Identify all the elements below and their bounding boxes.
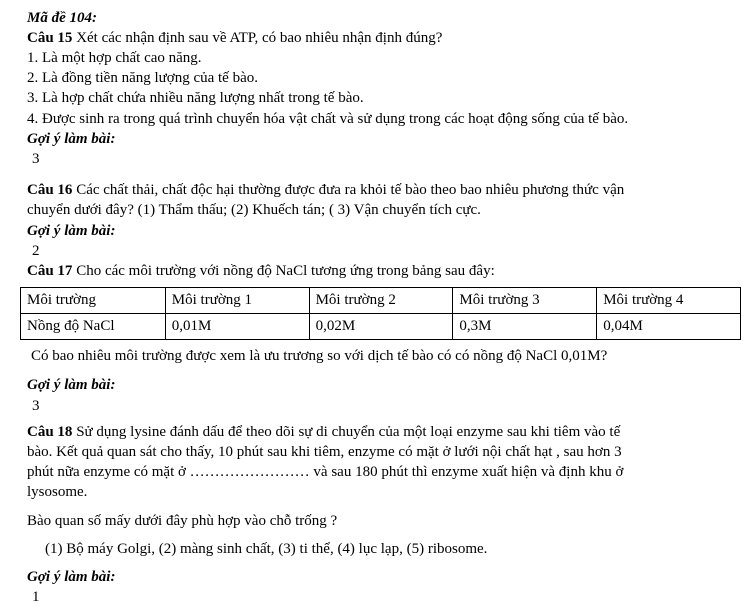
q16-text-1: Các chất thải, chất độc hại thường được đưa ra khỏi tế bào theo bao nhiêu phương thức vận xyxy=(72,182,625,198)
q17-stem xyxy=(27,263,495,280)
q18-text-4: lysosome. xyxy=(27,484,88,500)
table-cell: Môi trường xyxy=(21,288,166,314)
q18-label: Câu 18 xyxy=(27,424,73,440)
nacl-table xyxy=(20,287,741,340)
table-cell: Môi trường 4 xyxy=(597,288,741,314)
table-cell: Môi trường 2 xyxy=(309,288,453,314)
q18-answer: 1 xyxy=(32,589,40,605)
table-cell: Nồng độ NaCl xyxy=(21,314,166,340)
table-cell: 0,02M xyxy=(309,314,453,340)
exam-code: Mã đề 104: xyxy=(27,10,97,26)
q18-text-2: bào. Kết quả quan sát cho thấy, 10 phút sau khi tiêm, enzyme có mặt ở lưới nội chất hạt , sau hơn 3 xyxy=(27,444,622,460)
q17-text: Cho các môi trường với nồng độ NaCl tương ứng trong bảng sau đây: xyxy=(72,263,495,279)
q15-item-4: 4. Được sinh ra trong quá trình chuyển hóa vật chất và sử dụng trong các hoạt động sống của tế bào. xyxy=(27,111,629,127)
q17-hint-label: Gợi ý làm bài: xyxy=(27,377,116,393)
q15-answer: 3 xyxy=(32,151,40,167)
table-row xyxy=(21,314,741,340)
q15-hint-label: Gợi ý làm bài: xyxy=(27,131,116,147)
q15-text: Xét các nhận định sau về ATP, có bao nhiêu nhận định đúng? xyxy=(72,30,443,46)
q18-text-3: phút nữa enzyme có mặt ở …………………… và sau 180 phút thì enzyme xuất hiện và định khu ở xyxy=(27,464,624,480)
q15-item-2: 2. Là đồng tiền năng lượng của tế bào. xyxy=(27,70,258,86)
q15-item-1: 1. Là một hợp chất cao năng. xyxy=(27,50,202,66)
table-header-row xyxy=(21,288,741,314)
q17-label: Câu 17 xyxy=(27,263,73,279)
q16-text-2: chuyển dưới đây? (1) Thẩm thấu; (2) Khuếch tán; ( 3) Vận chuyển tích cực. xyxy=(27,202,481,218)
q17-question: Có bao nhiêu môi trường được xem là ưu trương so với dịch tế bào có có nồng độ NaCl 0,01M? xyxy=(31,348,608,364)
table-cell: Môi trường 1 xyxy=(165,288,309,314)
table-cell: 0,04M xyxy=(597,314,741,340)
q18-stem xyxy=(27,424,620,441)
q18-options: (1) Bộ máy Golgi, (2) màng sinh chất, (3) ti thể, (4) lục lạp, (5) ribosome. xyxy=(45,541,488,557)
table-cell: 0,01M xyxy=(165,314,309,340)
q17-answer: 3 xyxy=(32,398,40,414)
q16-answer: 2 xyxy=(32,243,40,259)
q16-label: Câu 16 xyxy=(27,182,73,198)
q18-sub-question: Bào quan số mấy dưới đây phù hợp vào chỗ trống ? xyxy=(27,513,338,529)
q16-hint-label: Gợi ý làm bài: xyxy=(27,223,116,239)
q18-text-1: Sử dụng lysine đánh dấu để theo dõi sự di chuyển của một loại enzyme sau khi tiêm vào tế xyxy=(72,424,621,440)
q16-stem xyxy=(27,182,624,199)
q15-stem xyxy=(27,30,442,47)
table-cell: 0,3M xyxy=(453,314,597,340)
q18-hint-label: Gợi ý làm bài: xyxy=(27,569,116,585)
table-cell: Môi trường 3 xyxy=(453,288,597,314)
q15-item-3: 3. Là hợp chất chứa nhiều năng lượng nhất trong tế bào. xyxy=(27,90,364,106)
q15-label: Câu 15 xyxy=(27,30,73,46)
